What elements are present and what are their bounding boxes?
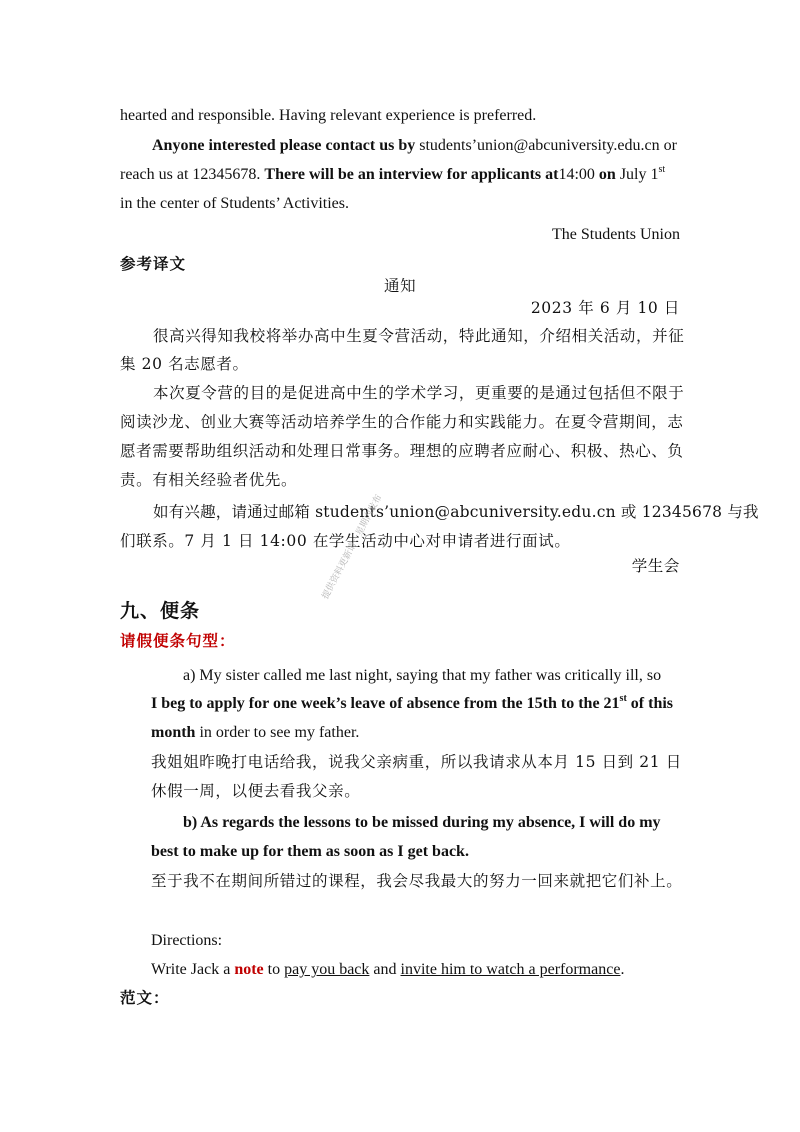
- notice-contact-line: Anyone interested please contact us by students’union@abcuniversity.edu.cn or: [152, 137, 677, 154]
- notice-signature: The Students Union: [552, 226, 680, 243]
- example-a-line-3: month in order to see my father.: [151, 724, 360, 741]
- sample-essay-heading: 范文：: [120, 989, 170, 1007]
- directions-label: Directions:: [151, 932, 223, 949]
- translation-signature: 学生会: [631, 557, 680, 575]
- example-b-line-2: best to make up for them as soon as I get back.: [151, 843, 469, 860]
- translation-date: 2023 年 6 月 10 日: [530, 299, 680, 317]
- translation-p1-l2: 集 20 名志愿者。: [120, 355, 249, 373]
- notice-line-1: hearted and responsible. Having relevant experience is preferred.: [120, 107, 537, 124]
- notice-interview-line: reach us at 12345678. There will be an interview for applicants at14:00 on July 1st: [120, 164, 666, 183]
- translation-heading: 参考译文: [120, 255, 187, 273]
- translation-p1-l1: 很高兴得知我校将举办高中生夏令营活动，特此通知，介绍相关活动，并征: [153, 327, 685, 345]
- watermark: 提供资料更新请一星期内发布: [320, 493, 385, 602]
- translation-title: 通知: [384, 277, 417, 295]
- notice-location-line: in the center of Students’ Activities.: [120, 195, 349, 212]
- leave-note-subheading: 请假便条句型：: [120, 632, 236, 650]
- example-b-line-1: b) As regards the lessons to be missed during my absence, I will do my: [183, 814, 661, 831]
- example-a-cn-line-2: 休假一周，以便去看我父亲。: [151, 782, 361, 800]
- section-9-heading: 九、便条: [120, 600, 201, 622]
- example-a-cn-line-1: 我姐姐昨晚打电话给我，说我父亲病重，所以我请求从本月 15 日到 21 日: [151, 753, 682, 771]
- directions-text: Write Jack a note to pay you back and invite him to watch a performance.: [151, 961, 625, 978]
- translation-p3-l1: 如有兴趣，请通过邮箱 students’union@abcuniversity.edu.cn 或 12345678 与我: [153, 503, 759, 521]
- translation-p2-l4: 责。有相关经验者优先。: [120, 471, 298, 489]
- translation-p2-l1: 本次夏令营的目的是促进高中生的学术学习，更重要的是通过包括但不限于: [153, 384, 685, 402]
- example-a-line-2: I beg to apply for one week’s leave of absence from the 15th to the 21st of this: [151, 693, 674, 712]
- example-a-line-1: a) My sister called me last night, saying that my father was critically ill, so: [183, 667, 662, 684]
- translation-p2-l3: 愿者需要帮助组织活动和处理日常事务。理想的应聘者应耐心、积极、热心、负: [120, 442, 684, 460]
- translation-p2-l2: 阅读沙龙、创业大赛等活动培养学生的合作能力和实践能力。在夏令营期间，志: [120, 413, 684, 431]
- translation-p3-l2: 们联系。7 月 1 日 14:00 在学生活动中心对申请者进行面试。: [120, 532, 571, 550]
- example-b-cn: 至于我不在期间所错过的课程，我会尽我最大的努力一回来就把它们补上。: [151, 872, 683, 890]
